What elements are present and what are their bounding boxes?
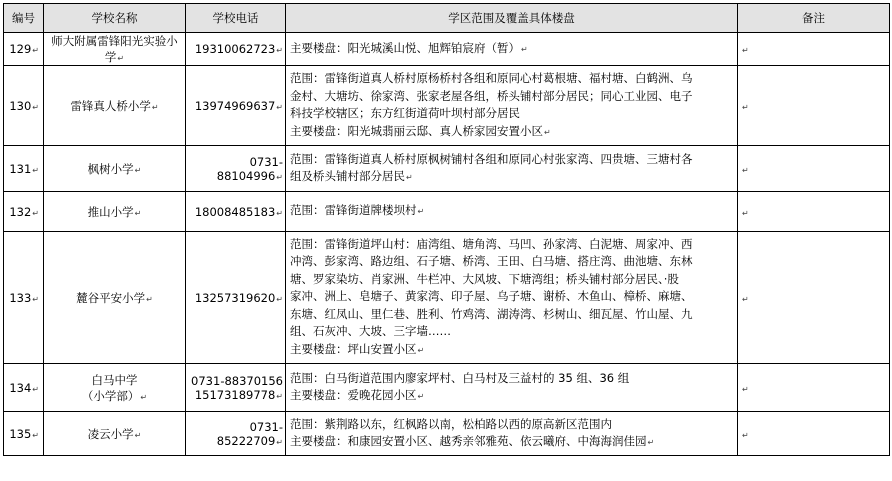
paragraph-mark-icon: ↵: [32, 430, 39, 440]
cell-remark: [738, 412, 890, 456]
table-body: [4, 33, 890, 456]
school-phone: 13257319620↵: [194, 290, 283, 305]
school-name: （小学部）↵: [81, 388, 148, 403]
paragraph-mark-icon: ↵: [742, 102, 749, 112]
paragraph-mark-icon: ↵: [276, 437, 283, 447]
cell-num: [4, 192, 44, 232]
paragraph-mark-icon: ↵: [417, 392, 425, 401]
cell-scope: [286, 232, 738, 364]
paragraph-mark-icon: ↵: [276, 46, 283, 55]
scope-line: 科技学校辖区；东方红街道荷叶坝村部分居民: [290, 106, 520, 120]
cell-scope: [286, 146, 738, 192]
cell-scope: [286, 364, 738, 412]
scope-line: 主要楼盘：阳光城翡丽云邸、真人桥家园安置小区↵: [290, 123, 551, 138]
scope-line: 家冲、洲上、皂塘子、黄家湾、印子屋、乌子塘、谢桥、木鱼山、樟桥、麻塘、: [290, 289, 693, 304]
cell-name: [44, 146, 186, 192]
cell-remark: [738, 66, 890, 146]
cell-remark: [738, 33, 890, 66]
school-number: 134↵: [9, 380, 39, 395]
cell-scope: [286, 192, 738, 232]
cell-remark: [738, 146, 890, 192]
cell-num: [4, 66, 44, 146]
paragraph-mark-icon: ↵: [417, 345, 425, 355]
paragraph-mark-icon: ↵: [32, 165, 39, 175]
scope-line: 范围：紫荆路以东，红枫路以南，松柏路以西的原高新区范围内: [290, 416, 612, 431]
school-number: 131↵: [9, 161, 39, 176]
table-row: [4, 146, 890, 192]
paragraph-mark-icon: ↵: [742, 46, 749, 55]
header-phone: 学校电话: [186, 4, 286, 33]
cell-phone: [186, 232, 286, 364]
paragraph-mark-icon: ↵: [117, 54, 125, 63]
paragraph-mark-icon: ↵: [742, 208, 749, 218]
cell-num: [4, 33, 44, 66]
cell-name: [44, 192, 186, 232]
paragraph-mark-icon: ↵: [417, 207, 425, 217]
cell-name: [44, 232, 186, 364]
school-name: 凌云小学↵: [87, 426, 142, 441]
cell-phone: [186, 192, 286, 232]
header-remark: 备注: [738, 4, 890, 33]
paragraph-mark-icon: ↵: [32, 46, 39, 55]
paragraph-mark-icon: ↵: [134, 208, 142, 218]
school-name: 麓谷平安小学↵: [76, 290, 153, 305]
cell-num: [4, 146, 44, 192]
cell-num: [4, 412, 44, 456]
paragraph-mark-icon: ↵: [742, 294, 749, 304]
cell-name: [44, 33, 186, 66]
scope-line: 金村、大塘坊、徐家湾、张家老屋各组，桥头铺村部分居民；同心工业园、电子: [290, 88, 693, 103]
school-name: 师大附属雷锋阳光实验小学↵: [51, 34, 178, 64]
paragraph-mark-icon: ↵: [134, 165, 142, 175]
scope-line: 主要楼盘：坪山安置小区↵: [290, 341, 425, 356]
table-row: [4, 412, 890, 456]
school-number: 132↵: [9, 204, 39, 219]
paragraph-mark-icon: ↵: [406, 173, 413, 182]
cell-phone: [186, 146, 286, 192]
school-phone: 0731-88370156: [191, 373, 283, 388]
school-number: 130↵: [9, 98, 39, 113]
paragraph-mark-icon: ↵: [134, 430, 142, 440]
header-scope: 学区范围及覆盖具体楼盘: [286, 4, 738, 33]
paragraph-mark-icon: ↵: [276, 172, 283, 182]
paragraph-mark-icon: ↵: [32, 208, 39, 218]
scope-line: 组、石灰冲、大坡、三字墙……: [290, 324, 451, 339]
header-name: 学校名称: [44, 4, 186, 33]
cell-remark: [738, 364, 890, 412]
school-name: 推山小学↵: [87, 204, 142, 219]
school-number: 133↵: [9, 290, 39, 305]
cell-scope: [286, 33, 738, 66]
scope-line: 塘、罗家染坊、肖家洲、牛栏冲、大风坡、下塘湾组；桥头铺村部分居民、·股: [290, 271, 679, 286]
paragraph-mark-icon: ↵: [32, 102, 39, 112]
table-row: [4, 66, 890, 146]
school-phone: 19310062723↵: [194, 42, 283, 56]
table-row: [4, 364, 890, 412]
paragraph-mark-icon: ↵: [146, 294, 153, 304]
paragraph-mark-icon: ↵: [742, 384, 749, 394]
paragraph-mark-icon: ↵: [276, 391, 283, 401]
scope-line: 东塘、红凤山、里仁巷、胜利、竹鸡湾、湖涛湾、杉树山、细瓦屋、竹山屋、九: [290, 306, 693, 321]
paragraph-mark-icon: ↵: [276, 294, 283, 304]
paragraph-mark-icon: ↵: [521, 44, 528, 54]
header-row: [4, 4, 890, 33]
scope-line: 组及桥头铺村部分居民↵: [290, 169, 413, 183]
cell-phone: [186, 33, 286, 66]
school-name: 白马中学: [91, 372, 138, 387]
school-phone: 15173189778↵: [194, 387, 283, 402]
paragraph-mark-icon: ↵: [276, 208, 283, 218]
cell-phone: [186, 412, 286, 456]
cell-scope: [286, 412, 738, 456]
header-num: 编号: [4, 4, 44, 33]
scope-line: 主要楼盘：爱晚花园小区↵: [290, 388, 425, 402]
school-phone: 18008485183↵: [194, 204, 283, 219]
school-phone: 0731-85222709↵: [216, 419, 283, 448]
paragraph-mark-icon: ↵: [151, 102, 159, 112]
cell-remark: [738, 192, 890, 232]
cell-phone: [186, 364, 286, 412]
paragraph-mark-icon: ↵: [276, 102, 283, 112]
school-number: 135↵: [9, 426, 39, 441]
cell-name: [44, 66, 186, 146]
cell-scope: [286, 66, 738, 146]
cell-name: [44, 412, 186, 456]
scope-line: 主要楼盘：阳光城溪山悦、旭辉铂宸府（暂）↵: [290, 40, 528, 55]
paragraph-mark-icon: ↵: [544, 127, 551, 137]
cell-name: [44, 364, 186, 412]
paragraph-mark-icon: ↵: [140, 392, 148, 402]
paragraph-mark-icon: ↵: [32, 294, 39, 304]
scope-line: 范围：雷锋街道真人桥村原枫树铺村各组和原同心村张家湾、四贵塘、三塘村各: [290, 151, 693, 166]
school-district-table: [3, 3, 890, 456]
cell-remark: [738, 232, 890, 364]
table-row: [4, 192, 890, 232]
school-phone: 0731-88104996↵: [216, 154, 283, 183]
scope-line: 冲湾、彭家湾、路边组、石子塘、桥湾、王田、白马塘、搭庄湾、曲池塘、东林: [290, 254, 693, 269]
table-row: [4, 232, 890, 364]
scope-line: 范围：雷锋街道坪山村：庙湾组、塘角湾、马凹、孙家湾、白泥塘、周家冲、西: [290, 236, 693, 251]
scope-line: 范围：雷锋街道牌楼坝村↵: [290, 203, 425, 218]
school-name: 雷锋真人桥小学↵: [70, 98, 159, 113]
school-name: 枫树小学↵: [87, 161, 142, 176]
paragraph-mark-icon: ↵: [742, 430, 749, 440]
paragraph-mark-icon: ↵: [647, 438, 655, 447]
cell-num: [4, 364, 44, 412]
paragraph-mark-icon: ↵: [742, 165, 749, 175]
table-row: [4, 33, 890, 66]
scope-line: 范围：雷锋街道真人桥村原杨桥村各组和原同心村葛根塘、福村塘、白鹤洲、乌: [290, 71, 693, 85]
cell-phone: [186, 66, 286, 146]
scope-line: 主要楼盘：和康园安置小区、越秀亲邻雅苑、依云曦府、中海海润佳园↵: [290, 434, 655, 448]
cell-num: [4, 232, 44, 364]
paragraph-mark-icon: ↵: [32, 384, 39, 394]
scope-line: 范围：白马街道范围内廖家坪村、白马村及三益村的 35 组、36 组: [290, 370, 630, 385]
school-number: 129↵: [9, 42, 39, 56]
school-phone: 13974969637↵: [194, 98, 283, 113]
